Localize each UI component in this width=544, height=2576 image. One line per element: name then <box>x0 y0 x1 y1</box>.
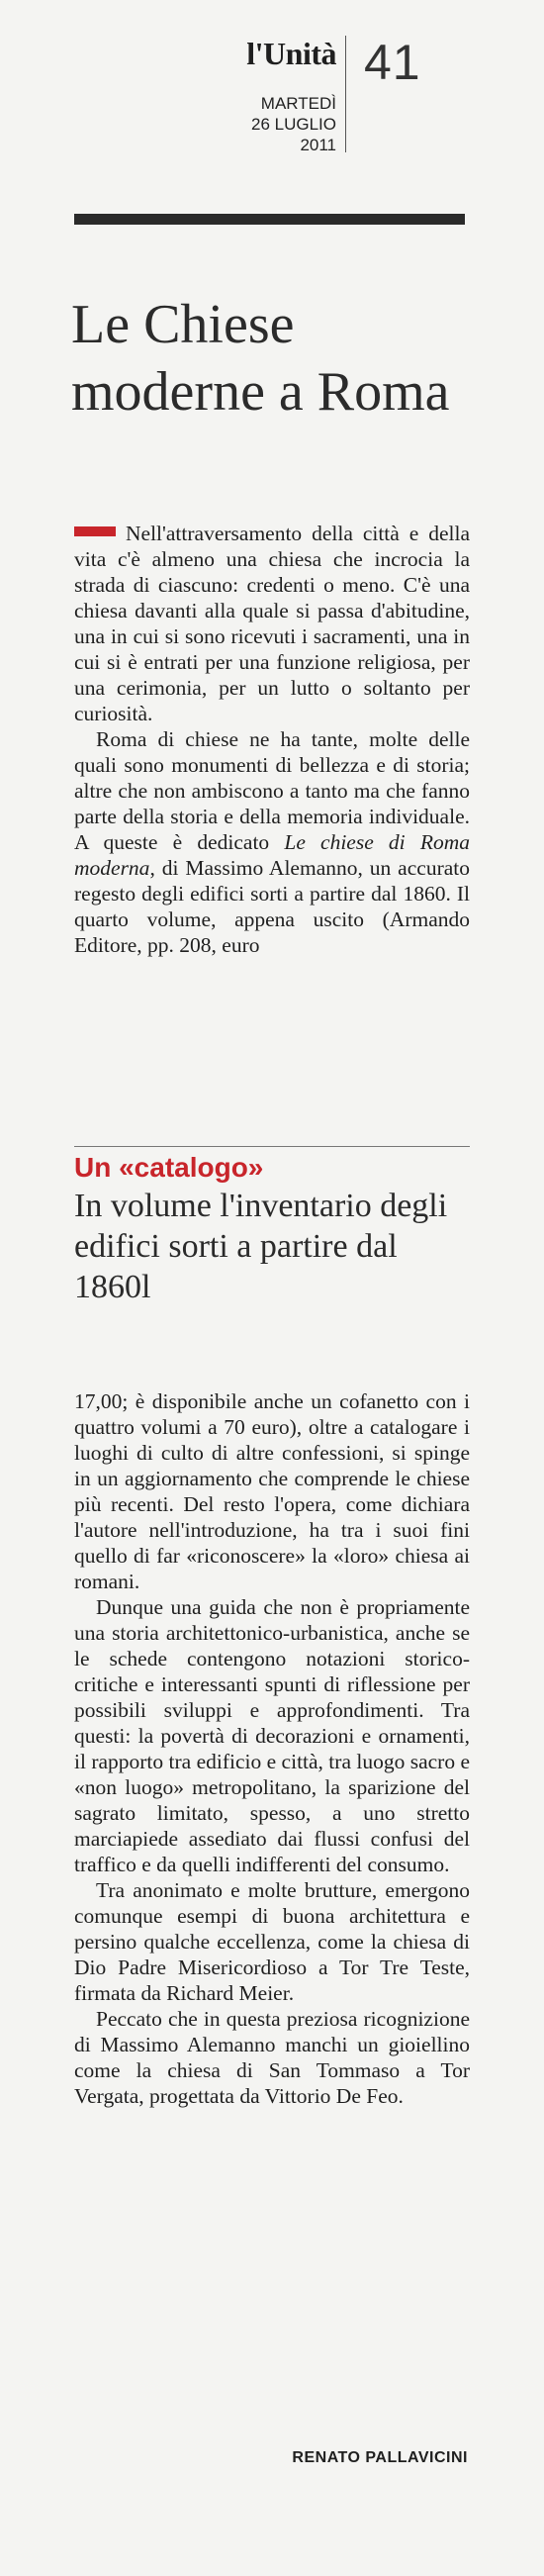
paragraph-2: Roma di chiese ne ha tante, molte delle quali sono monumenti di bellezza e di storia; altre che non ambiscono a tanto ma che fanno parte della storia e della memoria individuale. A queste è dedicato Le chiese di Roma moderna, di Massimo Alemanno, un accurato regesto degli edifici sorti a partire dal 1860. Il quarto volume, appena uscito (Armando Editore, pp. 208, euro <box>74 727 470 957</box>
paragraph-5: Tra anonimato e molte brutture, emergono comunque esempi di buona architettura e persino qualche eccellenza, come la chiesa di Dio Padre Misericordioso a Tor Tre Teste, firmata da Richard Meier. <box>74 1878 470 2005</box>
date-year: 2011 <box>300 136 336 154</box>
subhead-rule <box>74 1146 470 1147</box>
article-body-top <box>74 521 470 958</box>
kicker-label: Un «catalogo» <box>74 1152 264 1183</box>
paragraph-3: 17,00; è disponibile anche un cofanetto con i quattro volumi a 70 euro), oltre a catalogare i luoghi di culto di altre confessioni, si spinge in un aggiornamento che comprende le chiese più recenti. Del resto l'opera, come dichiara l'autore nell'introduzione, ha tra i suoi fini quello di far «riconoscere» la «loro» chiesa ai romani. <box>74 1389 470 1593</box>
date-weekday: MARTEDÌ <box>260 94 336 113</box>
subheadline: In volume l'inventario degli edifici sorti a partire dal 1860l <box>74 1188 448 1305</box>
issue-date <box>208 93 336 155</box>
article-headline: Le Chiese moderne a Roma <box>71 293 450 423</box>
section-rule <box>74 214 465 225</box>
paragraph-4: Dunque una guida che non è propriamente una storia architettonico-urbanistica, anche se le schede contengono notazioni storico-critiche e interessanti spunti di riflessione per possibili sviluppi e approfondimenti. Tra questi: la povertà di decorazioni e ornamenti, il rapporto tra edificio e città, tra luogo sacro e «non luogo» metropolitano, la sparizione del sagrato limitato, spesso, a uno stretto marciapiede assediato dai flussi confusi del traffico e da quelli indifferenti del consumo. <box>74 1595 470 1876</box>
book-title: Le chiese di Roma moderna <box>74 830 470 880</box>
date-day-month: 26 LUGLIO <box>251 115 336 134</box>
paragraph-6: Peccato che in questa preziosa ricognizione di Massimo Alemanno manchi un gioiellino come la chiesa di San Tommaso a Tor Vergata, progettata da Vittorio De Feo. <box>74 2007 470 2108</box>
author-byline: RENATO PALLAVICINI <box>292 2449 468 2466</box>
masthead <box>0 0 544 168</box>
subhead-box <box>74 1150 470 1307</box>
red-square-marker <box>74 526 116 536</box>
newspaper-name: l'Unità <box>246 36 336 71</box>
masthead-divider <box>345 36 346 152</box>
paragraph-1: Nell'attraversamento della città e della vita c'è almeno una chiesa che incrocia la strada di ciascuno: credenti o meno. C'è una chiesa davanti alla quale si passa d'abitudine, una in cui si sono ricevuti i sacramenti, una in cui si è entrati per una funzione religiosa, per una cerimonia, per un lutto o soltanto per curiosità. <box>74 522 470 725</box>
page-number: 41 <box>364 35 421 90</box>
article-body-bottom <box>74 1388 470 2109</box>
